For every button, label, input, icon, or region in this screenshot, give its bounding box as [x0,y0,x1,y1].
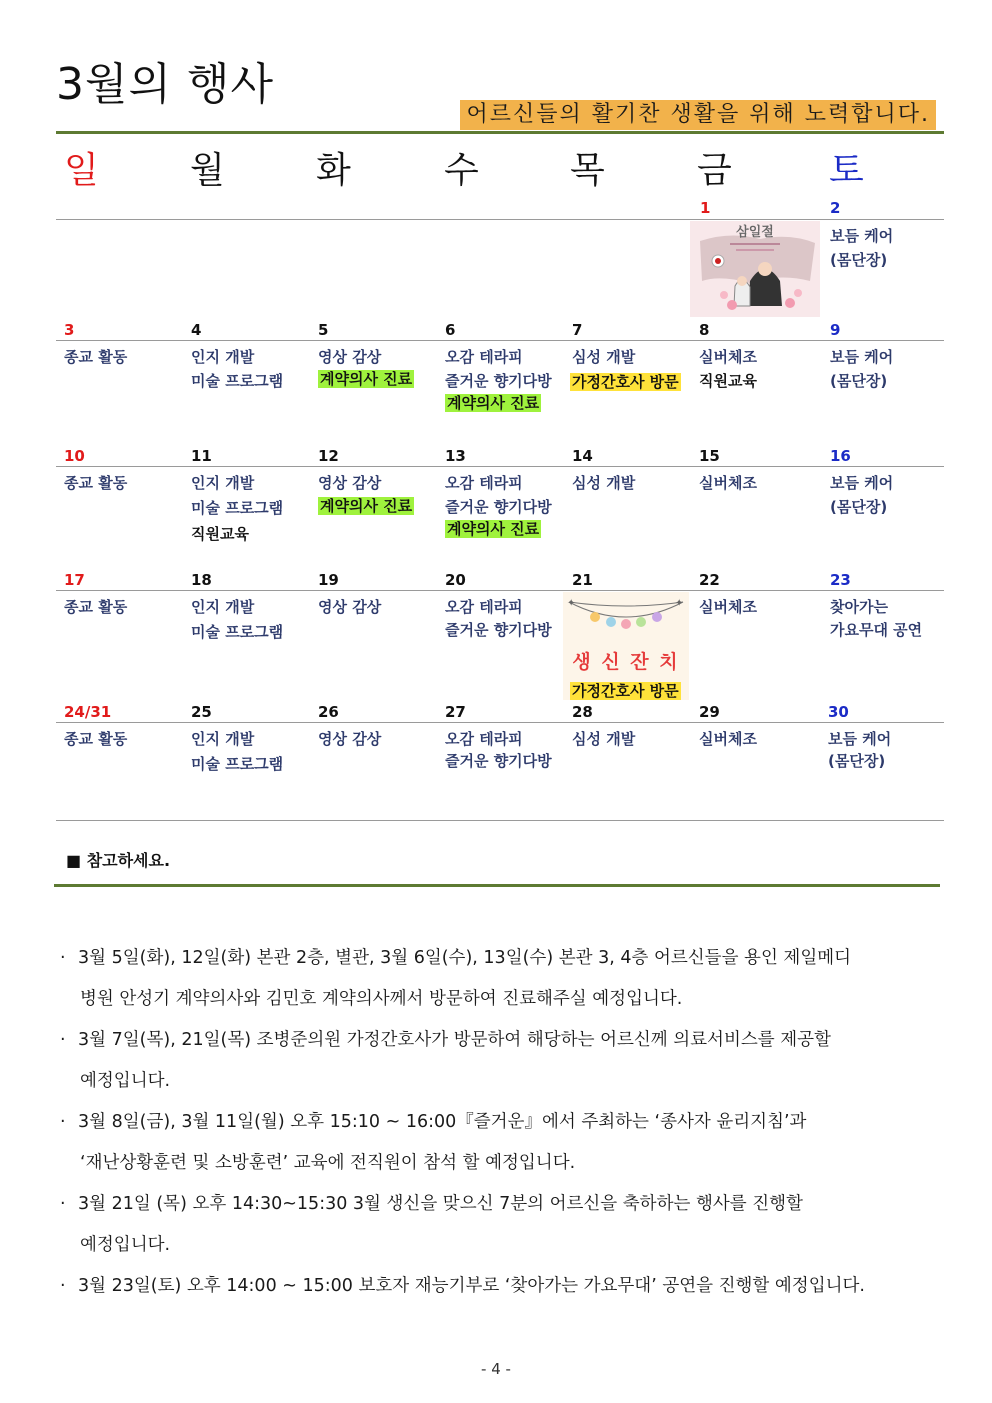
notes-heading: ■ 참고하세요. [66,851,171,870]
event-item [570,680,681,701]
event-item: 실버체조 [699,348,757,366]
note-line: 병원 안성기 계약의사와 김민호 계약의사께서 방문하여 진료해주실 예정입니다. [80,989,683,1009]
event-item: 보듬 케어 [830,474,894,492]
event-item: 종교 활동 [64,598,128,616]
note-line: 예정입니다. [80,1071,171,1091]
weekday-wed: 수 [444,150,479,191]
date-cell: 11 [191,447,212,465]
date-cell: 8 [699,321,710,339]
event-item: 찾아가는 [830,598,888,616]
event-highlight: 가정간호사 방문 [572,373,679,391]
calendar-divider [56,219,944,220]
note-line: 3월 7일(목), 21일(목) 조병준의원 가정간호사가 방문하여 해당하는 어르신께 의료서비스를 제공할 [78,1030,831,1050]
note-line: 3월 8일(금), 3월 11일(월) 오후 15:10 ~ 16:00『즐거운』에서 주최하는 ‘종사자 윤리지침’과 [78,1112,807,1132]
calendar-divider [56,722,944,723]
note-line: ‘재난상황훈련 및 소방훈련’ 교육에 전직원이 참석 할 예정입니다. [80,1153,576,1173]
event-item [445,392,541,413]
page-title: 3월의 행사 [56,59,274,110]
event-item [318,495,414,516]
event-highlight: 계약의사 진료 [447,520,540,538]
event-item: 오감 테라피 [445,474,523,492]
note-item [60,1102,928,1184]
svg-text:✦: ✦ [675,598,684,609]
note-line: 3월 21일 (목) 오후 14:30~15:30 3월 생신을 맞으신 7분의 어르신을 축하하는 행사를 진행할 [78,1194,803,1214]
event-item: 종교 활동 [64,474,128,492]
event-item: 즐거운 향기다방 [445,498,552,516]
event-item: 미술 프로그램 [191,755,284,773]
event-item: 영상 감상 [318,598,382,616]
date-cell: 12 [318,447,339,465]
event-item: 미술 프로그램 [191,623,284,641]
date-cell: 16 [830,447,851,465]
bullet-dot-icon: · [60,1276,66,1296]
note-line: 3월 23일(토) 오후 14:00 ~ 15:00 보호자 재능기부로 ‘찾아가는 가요무대’ 공연을 진행할 예정입니다. [78,1276,865,1296]
event-item: 보듬 케어 [828,730,892,748]
event-item: 즐거운 향기다방 [445,621,552,639]
event-item: 즐거운 향기다방 [445,752,552,770]
event-item: 심성 개발 [572,474,636,492]
date-cell: 6 [445,321,456,339]
event-item: 실버체조 [699,474,757,492]
date-cell: 18 [191,571,212,589]
weekday-mon: 월 [190,150,225,191]
samiljeol-poster [690,221,820,317]
calendar-divider [56,820,944,821]
date-cell: 5 [318,321,329,339]
date-cell: 29 [699,703,720,721]
date-cell: 9 [830,321,841,339]
event-item: 영상 감상 [318,474,382,492]
event-item: 오감 테라피 [445,348,523,366]
event-item: 심성 개발 [572,348,636,366]
bullet-dot-icon: · [60,1194,66,1214]
date-cell: 20 [445,571,466,589]
event-item: 오감 테라피 [445,730,523,748]
event-item: 종교 활동 [64,348,128,366]
bullet-dot-icon: · [60,1112,66,1132]
event-item: 미술 프로그램 [191,372,284,390]
event-highlight: 계약의사 진료 [320,497,413,515]
notes-rule [54,884,940,887]
date-cell: 23 [830,571,851,589]
date-cell: 1 [700,199,711,217]
event-item [445,518,541,539]
date-cell: 10 [64,447,85,465]
date-cell: 25 [191,703,212,721]
date-cell: 27 [445,703,466,721]
date-cell: 17 [64,571,85,589]
header-rule [56,131,944,134]
event-item: 심성 개발 [572,730,636,748]
event-item: 인지 개발 [191,348,255,366]
event-item: (몸단장) [830,251,888,269]
note-item [60,1020,928,1102]
event-item: 인지 개발 [191,598,255,616]
svg-text:✦: ✦ [567,598,576,609]
event-item [318,368,414,389]
weekday-sat: 토 [829,150,864,191]
date-cell: 28 [572,703,593,721]
event-item: 미술 프로그램 [191,499,284,517]
event-item: 인지 개발 [191,474,255,492]
event-item: 보듬 케어 [830,227,894,245]
event-item: 가요무대 공연 [830,621,923,639]
event-item: 즐거운 향기다방 [445,372,552,390]
calendar-divider [56,590,944,591]
weekday-fri: 금 [697,150,732,191]
birthday-label: 생 신 잔 치 [572,651,680,673]
event-item: 오감 테라피 [445,598,523,616]
calendar-divider [56,466,944,467]
event-highlight: 계약의사 진료 [320,370,413,388]
event-item: (몸단장) [830,498,888,516]
event-item: 실버체조 [699,730,757,748]
event-item: 영상 감상 [318,348,382,366]
weekday-tue: 화 [316,150,351,191]
event-item: 종교 활동 [64,730,128,748]
event-item: (몸단장) [828,752,886,770]
event-highlight: 가정간호사 방문 [572,682,679,700]
event-item: (몸단장) [830,372,888,390]
event-item [570,371,681,392]
calendar-divider [56,340,944,341]
date-cell: 2 [830,199,841,217]
note-line: 예정입니다. [80,1235,171,1255]
event-item: 직원교육 [699,372,757,390]
date-cell: 26 [318,703,339,721]
date-cell: 7 [572,321,583,339]
note-line: 3월 5일(화), 12일(화) 본관 2층, 별관, 3월 6일(수), 13일(수) 본관 3, 4층 어르신들을 용인 제일메디 [78,948,852,968]
date-cell: 15 [699,447,720,465]
date-cell: 22 [699,571,720,589]
date-cell: 3 [64,321,75,339]
page-subtitle: 어르신들의 활기찬 생활을 위해 노력합니다. [460,100,936,130]
event-item: 영상 감상 [318,730,382,748]
date-cell: 24/31 [64,703,112,721]
event-item: 직원교육 [191,525,249,543]
date-cell: 19 [318,571,339,589]
date-cell: 13 [445,447,466,465]
event-highlight: 계약의사 진료 [447,394,540,412]
weekday-thu: 목 [570,150,605,191]
date-cell: 14 [572,447,593,465]
event-item: 인지 개발 [191,730,255,748]
date-cell: 4 [191,321,202,339]
date-cell: 21 [572,571,593,589]
note-item [60,1266,928,1307]
samiljeol-label: 삼일절 [736,225,774,240]
page-number: - 4 - [481,1360,511,1378]
note-item [60,938,928,1020]
event-item: 실버체조 [699,598,757,616]
event-item: 보듬 케어 [830,348,894,366]
bullet-dot-icon: · [60,1030,66,1050]
date-cell: 30 [828,703,849,721]
bullet-dot-icon: · [60,948,66,968]
note-item [60,1184,928,1266]
weekday-sun: 일 [64,150,99,191]
